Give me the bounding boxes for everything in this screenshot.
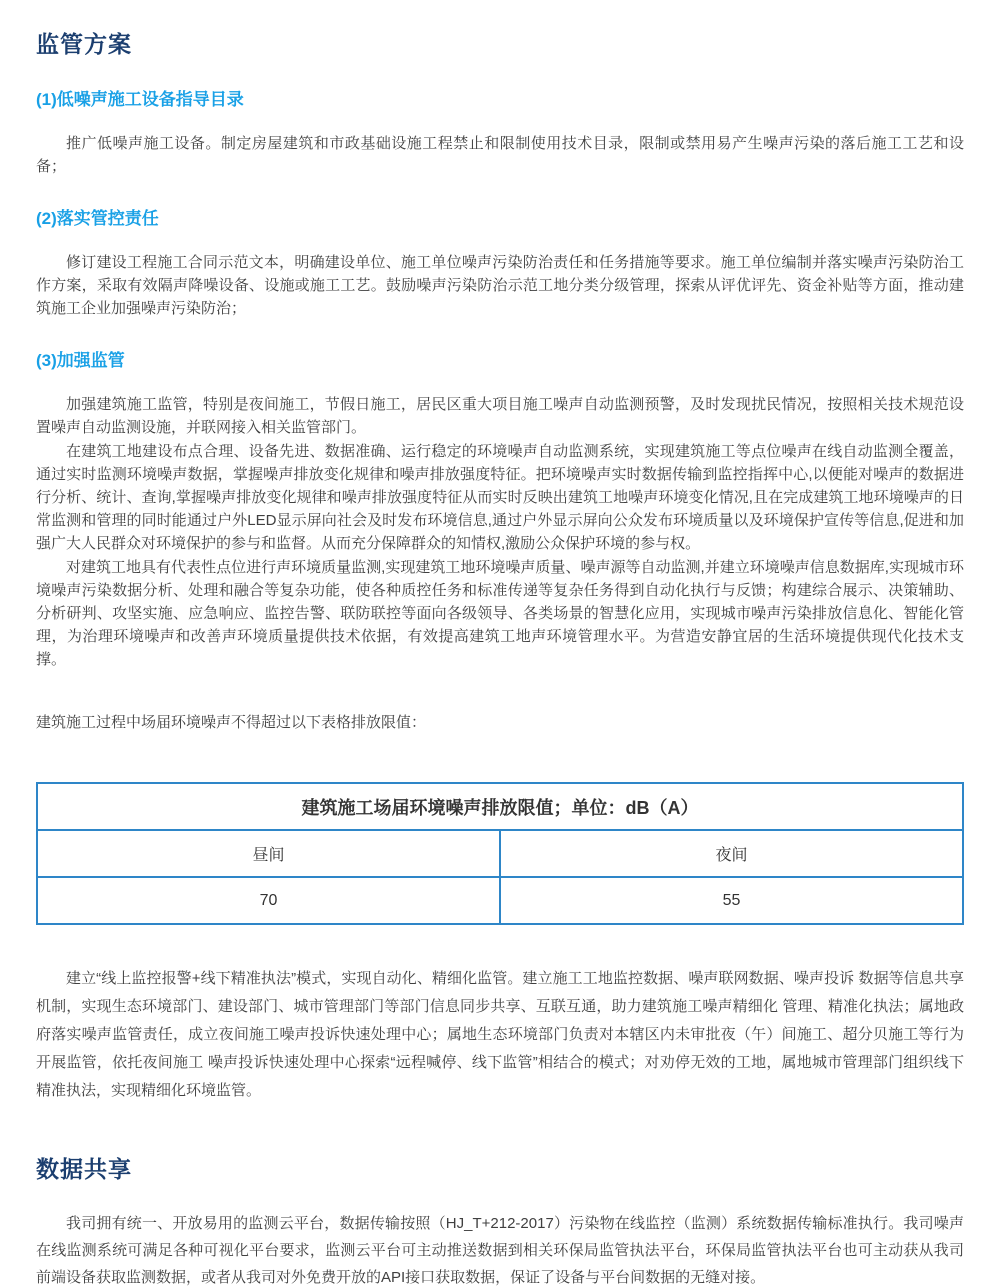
- sub-heading-low-noise-equipment: (1)低噪声施工设备指导目录: [36, 90, 244, 109]
- sub-heading-control-responsibility: (2)落实管控责任: [36, 209, 159, 228]
- paragraph-enforcement-mode: 建立“线上监控报警+线下精准执法”模式，实现自动化、精细化监管。建立施工工地监控数据、噪声联网数据、噪声投诉 数据等信息共享机制，实现生态环境部门、建设部门、城市管理部门等部门信息同步共享、互联互通，助力建筑施工噪声精细化 管理、精准化执法；属地政府落实噪声监管责任，成立夜间施工噪声投诉快速处理中心；属地生态环境部门负责对本辖区内未审批夜（午）间施工、超分贝施工等行为开展监管，依托夜间施工 噪声投诉快速处理中心探索“远程喊停、线下监管”相结合的模式；对劝停无效的工地，属地城市管理部门组织线下精准执法，实现精细化环境监管。: [36, 970, 964, 1099]
- table-value-row: [37, 877, 963, 924]
- table-header-row: [37, 830, 963, 877]
- page-title-supervision-plan: 监管方案: [36, 31, 132, 57]
- table-title: 建筑施工场届环境噪声排放限值；单位：dB（A）: [37, 783, 963, 830]
- paragraph-low-noise-equipment: 推广低噪声施工设备。制定房屋建筑和市政基础设施工程禁止和限制使用技术目录，限制或禁用易产生噪声污染的落后施工工艺和设备；: [36, 135, 964, 175]
- table-value-night: 55: [500, 877, 963, 924]
- table-col-night: 夜间: [500, 830, 963, 877]
- page-title-data-sharing: 数据共享: [36, 1156, 132, 1182]
- table-value-daytime: 70: [37, 877, 500, 924]
- paragraph-data-sharing: 我司拥有统一、开放易用的监测云平台，数据传输按照（HJ_T+212-2017）污染物在线监控（监测）系统数据传输标准执行。我司噪声在线监测系统可满足各种可视化平台要求，监测云平台可主动推送数据到相关环保局监管执法平台，环保局监管执法平台也可主动获从我司前端设备获取监测数据，或者从我司对外免费开放的API接口获取数据，保证了设备与平台间数据的无缝对接。: [36, 1215, 964, 1286]
- table-intro-text: 建筑施工过程中场届环境噪声不得超过以下表格排放限值：: [36, 714, 427, 731]
- paragraph-control-responsibility: 修订建设工程施工合同示范文本，明确建设单位、施工单位噪声污染防治责任和任务措施等要求。施工单位编制并落实噪声污染防治工作方案，采取有效隔声降噪设备、设施或施工工艺。鼓励噪声污染防治示范工地分类分级管理，探索从评优评先、资金补贴等方面，推动建筑施工企业加强噪声污染防治；: [36, 254, 964, 317]
- table-title-row: [37, 783, 963, 830]
- paragraph-supervision-3: 对建筑工地具有代表性点位进行声环境质量监测,实现建筑工地环境噪声质量、噪声源等自动监测,并建立环境噪声信息数据库,实现城市环境噪声污染数据分析、处理和融合等复杂功能，使各种质控任务和标准传递等复杂任务得到自动化执行与反馈；构建综合展示、决策辅助、分析研判、攻坚实施、应急响应、监控告警、联防联控等面向各级领导、各类场景的智慧化应用，实现城市噪声污染排放信息化、智能化管理，为治理环境噪声和改善声环境质量提供技术依据，有效提高建筑工地声环境管理水平。为营造安静宜居的生活环境提供现代化技术支撑。: [36, 559, 964, 668]
- paragraph-supervision-2: 在建筑工地建设布点合理、设备先进、数据准确、运行稳定的环境噪声自动监测系统，实现建筑施工等点位噪声在线自动监测全覆盖，通过实时监测环境噪声数据，掌握噪声排放变化规律和噪声排放强度特征。把环境噪声实时数据传输到监控指挥中心,以便能对噪声的数据进行分析、统计、查询,掌握噪声排放变化规律和噪声排放强度特征从而实时反映出建筑工地噪声环境变化情况,且在完成建筑工地环境噪声的日常监测和管理的同时能通过户外LED显示屏向社会及时发布环境信息,通过户外显示屏向公众发布环境质量以及环境保护宣传等信息,促进和加强广大人民群众对环境保护的参与和监督。从而充分保障群众的知情权,激励公众保护环境的参与权。: [36, 443, 964, 552]
- noise-limit-table: [36, 782, 964, 925]
- paragraph-supervision-1: 加强建筑施工监管，特别是夜间施工，节假日施工，居民区重大项目施工噪声自动监测预警，及时发现扰民情况，按照相关技术规范设置噪声自动监测设施，并联网接入相关监管部门。: [36, 396, 964, 436]
- sub-heading-strengthen-supervision: (3)加强监管: [36, 351, 125, 370]
- table-col-daytime: 昼间: [37, 830, 500, 877]
